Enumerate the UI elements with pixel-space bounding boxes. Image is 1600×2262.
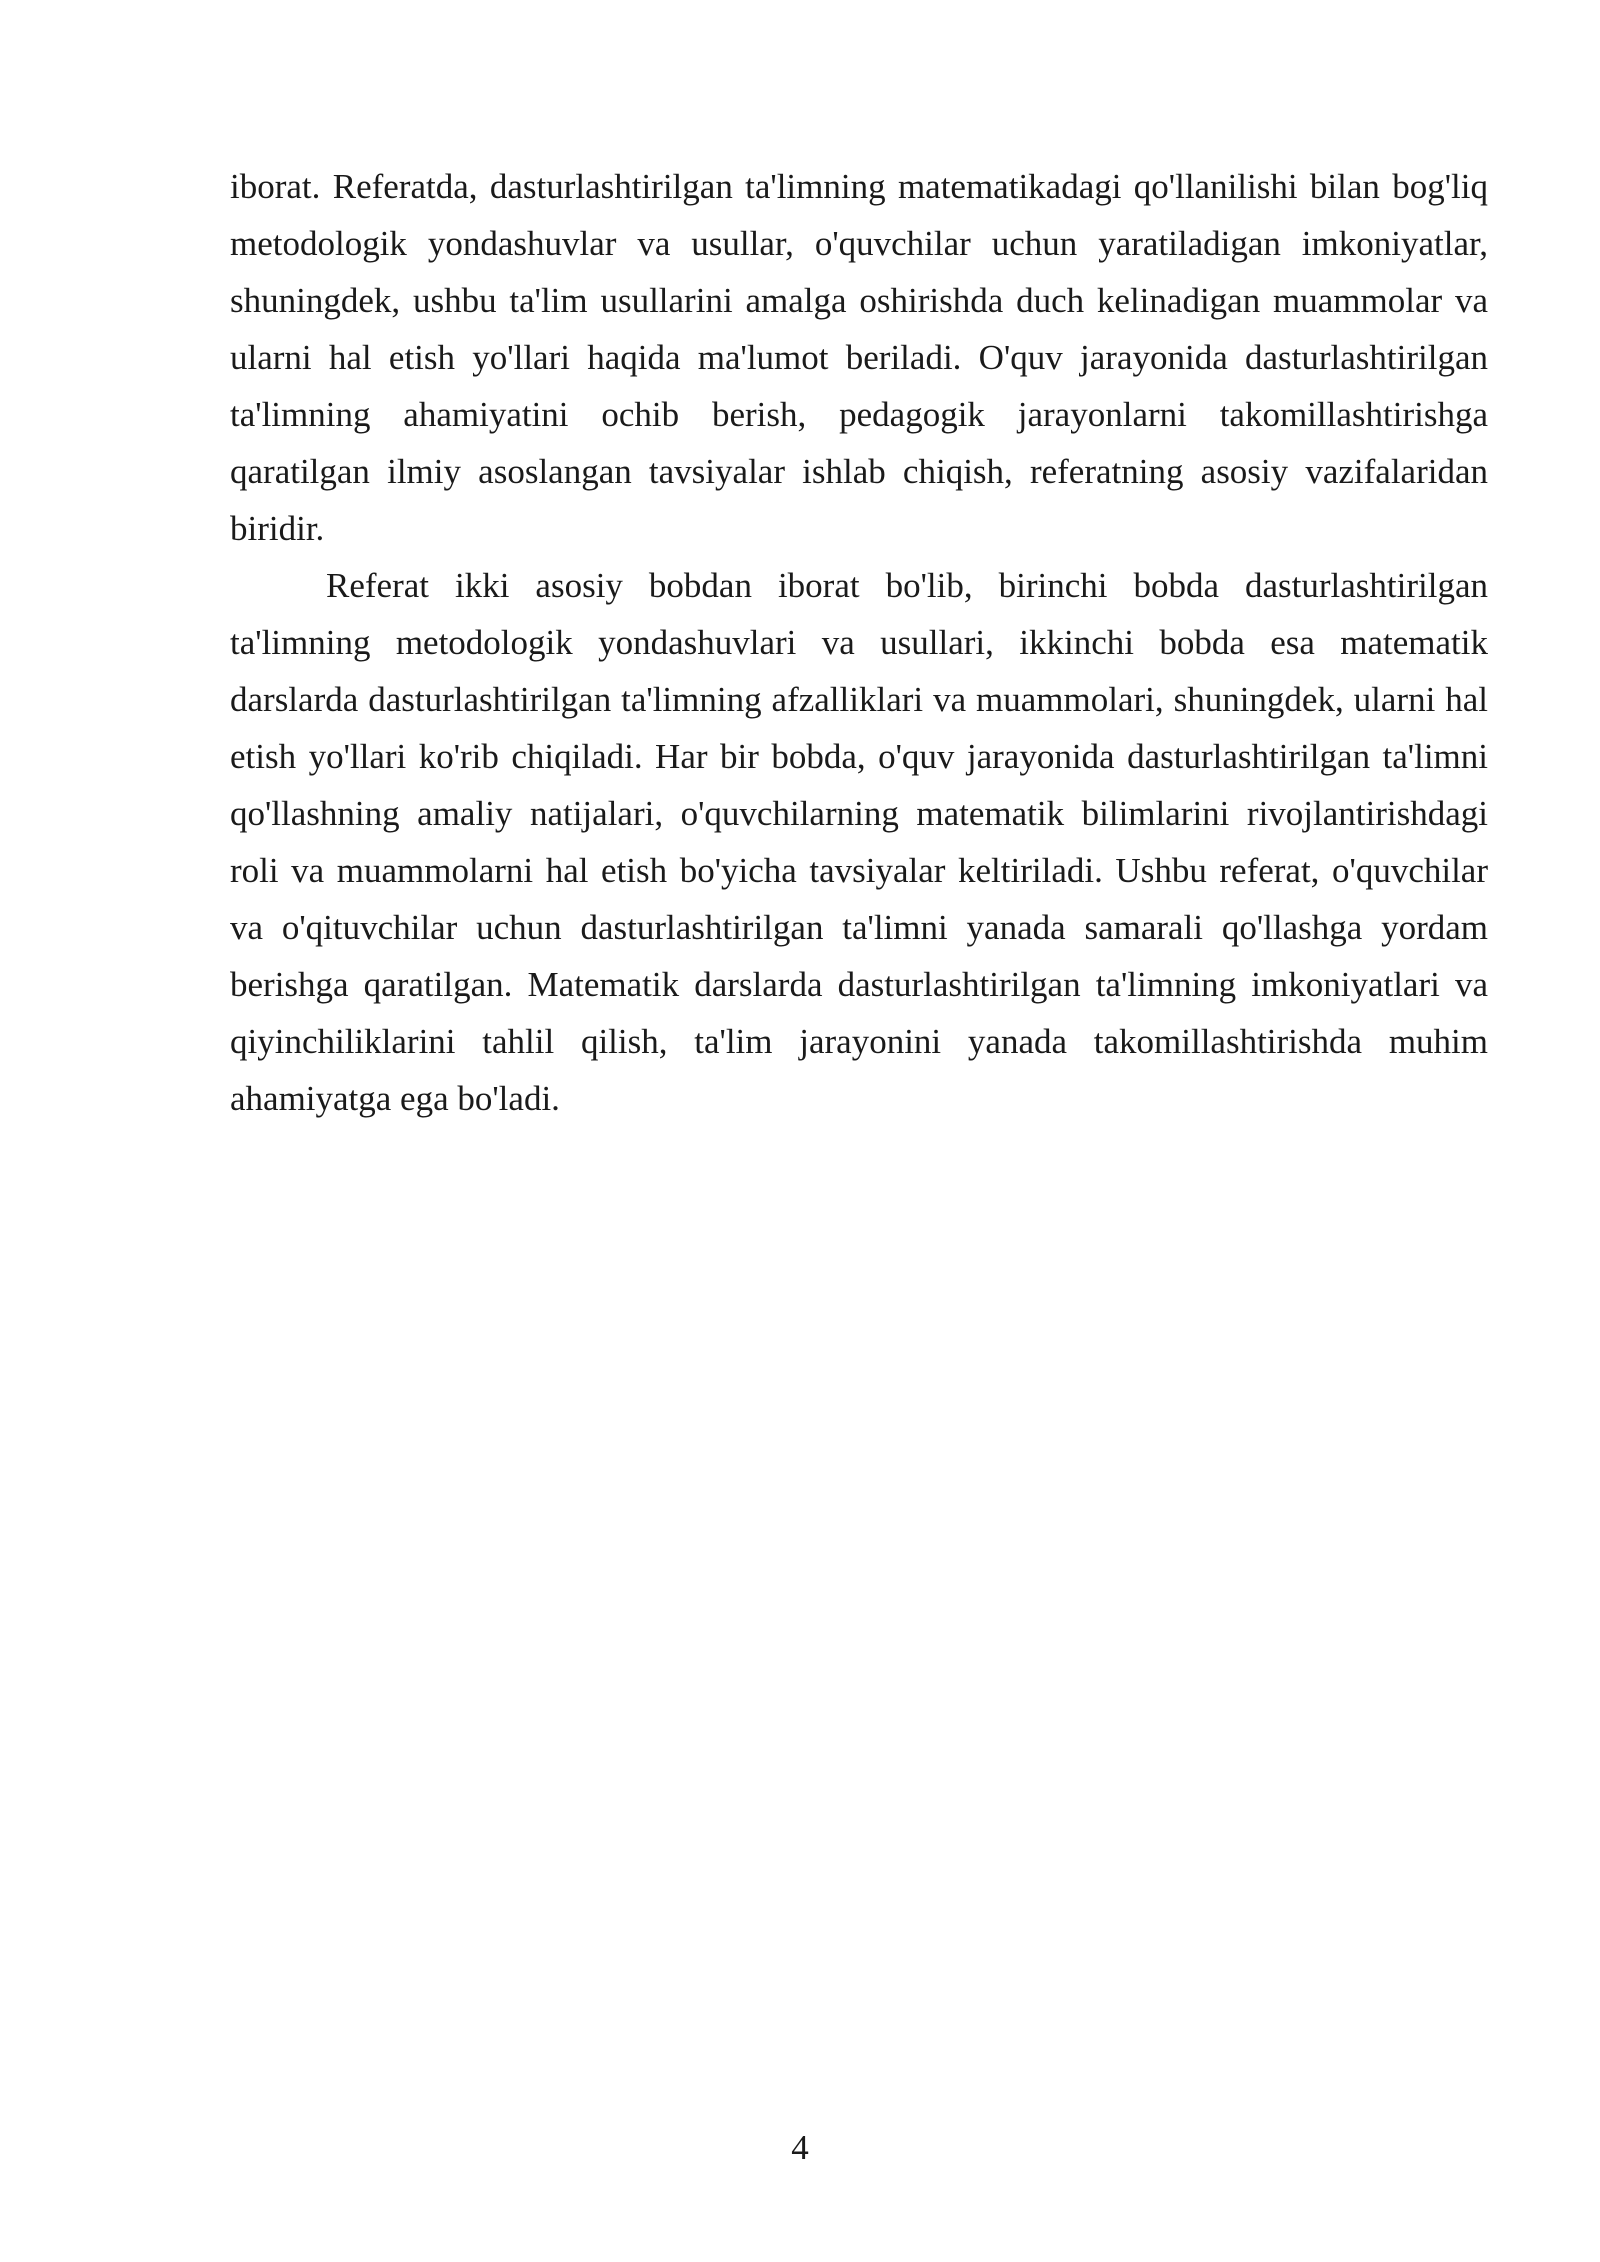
page-number: 4 [791,2128,809,2167]
body-text [230,158,1488,1127]
paragraph-continuation: iborat. Referatda, dasturlashtirilgan ta'limning matematikadagi qo'llanilishi bilan bog'liq metodologik yondashuvlar va usullar, o'quvchilar uchun yaratiladigan imkoniyatlar, shuningdek, ushbu ta'lim usullarini amalga oshirishda duch kelinadigan muammolar va ularni hal etish yo'llari haqida ma'lumot beriladi. O'quv jarayonida dasturlashtirilgan ta'limning ahamiyatini ochib berish, pedagogik jarayonlarni takomillashtirishga qaratilgan ilmiy asoslangan tavsiyalar ishlab chiqish, referatning asosiy vazifalaridan biridir. [230,167,1488,548]
paragraph-referat-structure: Referat ikki asosiy bobdan iborat bo'lib, birinchi bobda dasturlashtirilgan ta'limning metodologik yondashuvlari va usullari, ikkinchi bobda esa matematik darslarda dasturlashtirilgan ta'limning afzalliklari va muammolari, shuningdek, ularni hal etish yo'llari ko'rib chiqiladi. Har bir bobda, o'quv jarayonida dasturlashtirilgan ta'limni qo'llashning amaliy natijalari, o'quvchilarning matematik bilimlarini rivojlantirishdagi roli va muammolarni hal etish bo'yicha tavsiyalar keltiriladi. Ushbu referat, o'quvchilar va o'qituvchilar uchun dasturlashtirilgan ta'limni yanada samarali qo'llashga yordam berishga qaratilgan. Matematik darslarda dasturlashtirilgan ta'limning imkoniyatlari va qiyinchiliklarini tahlil qilish, ta'lim jarayonini yanada takomillashtirishda muhim ahamiyatga ega bo'ladi. [230,566,1488,1118]
